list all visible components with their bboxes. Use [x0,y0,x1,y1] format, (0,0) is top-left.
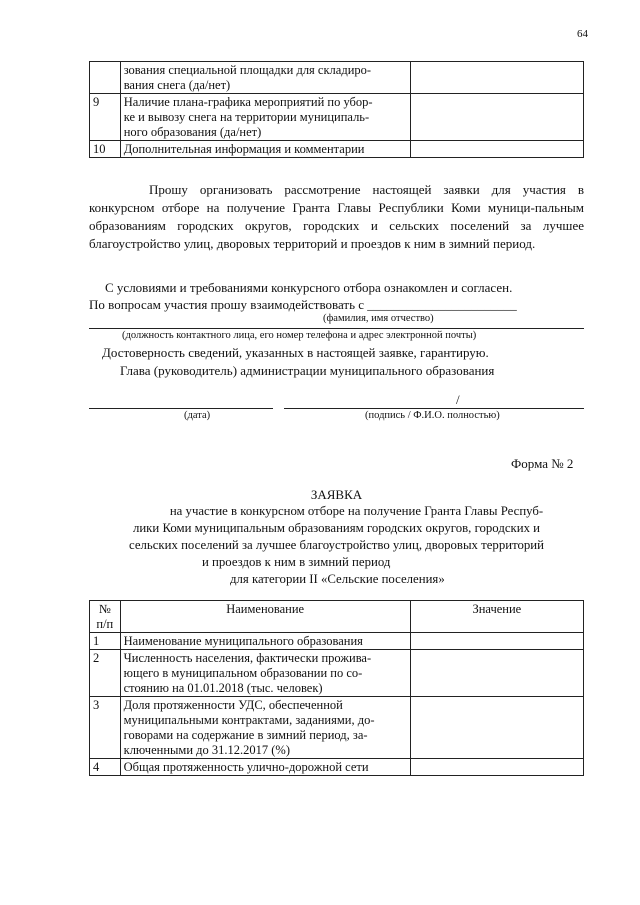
cell-name: зования специальной площадки для складиро- вания снега (да/нет) [120,62,411,94]
cell-num: 1 [90,633,121,650]
table-row [90,650,584,697]
header-name: Наименование [120,601,410,633]
reliability-line: Достоверность сведений, указанных в настоящей заявке, гарантирую. [102,345,489,360]
cell-value [410,697,583,759]
cell-num: 9 [90,94,121,141]
cell-num [90,62,121,94]
subtitle-line: сельских поселений за лучшее благоустройство улиц, дворовых территорий [129,538,544,552]
cell-num: 4 [90,759,121,776]
cell-value [411,94,584,141]
signature-line [284,408,584,409]
signature-caption: (подпись / Ф.И.О. полностью) [365,410,500,421]
contact-underline [89,328,584,329]
cell-num: 2 [90,650,121,697]
table-row [90,697,584,759]
cell-name: Численность населения, фактически прожива- ющего в муниципальном образовании по со- стоянию на 01.01.2018 (тыс. человек) [120,650,410,697]
table-row [90,94,584,141]
criteria-table-continued [89,61,584,158]
subtitle-line: и проездов к ним в зимний период [202,555,391,569]
subtitle-line: лики Коми муниципальным образованиям городских округов, городских и [132,521,541,535]
header-num: № п/п [90,601,121,633]
application-table [89,600,584,776]
cell-name: Наименование муниципального образования [120,633,410,650]
request-paragraph: Прошу организовать рассмотрение настоящей заявки для участия в конкурсном отборе на получение Гранта Главы Республики Коми муници-пальным образованиям городских округов, городских и сельских поселений за лучшее благоустройство улиц, дворовых территорий и проездов к ним в зимний период. [89,182,584,251]
cell-name: Наличие плана-графика мероприятий по убор- ке и вывозу снега на территории муниципаль- ного образования (да/нет) [120,94,411,141]
cell-num: 10 [90,141,121,158]
cell-name: Доля протяженности УДС, обеспеченной муниципальными контрактами, заданиями, до- говорами на содержание в зимний период, за- ключенными до 31.12.2017 (%) [120,697,410,759]
agreement-line: С условиями и требованиями конкурсного отбора ознакомлен и согласен. [105,280,513,295]
cell-name: Дополнительная информация и комментарии [120,141,411,158]
form-label: Форма № 2 [511,456,574,471]
subtitle-line: на участие в конкурсном отборе на получение Гранта Главы Респуб- [169,504,544,518]
cell-value [411,62,584,94]
cell-num: 3 [90,697,121,759]
table-header-row [90,601,584,633]
application-title: ЗАЯВКА [310,487,363,502]
table-row [90,141,584,158]
cell-value [411,141,584,158]
signature-slash: / [456,392,460,407]
contact-fill: _______________________ [367,297,517,312]
head-line: Глава (руководитель) администрации муниципального образования [120,363,495,378]
position-caption: (должность контактного лица, его номер телефона и адрес электронной почты) [122,330,477,341]
header-value: Значение [410,601,583,633]
cell-value [410,650,583,697]
table-row [90,633,584,650]
table-row [90,759,584,776]
cell-value [410,633,583,650]
fio-caption: (фамилия, имя отчество) [323,313,434,324]
date-caption: (дата) [184,410,211,421]
date-line [89,408,273,409]
application-subtitle [89,503,584,588]
cell-value [410,759,583,776]
table-row [90,62,584,94]
contact-line: По вопросам участия прошу взаимодействовать с [89,297,365,312]
cell-name: Общая протяженность улично-дорожной сети [120,759,410,776]
subtitle-line: для категории II «Сельские поселения» [230,572,445,586]
page-number: 64 [577,28,588,40]
contact-row [89,296,589,314]
